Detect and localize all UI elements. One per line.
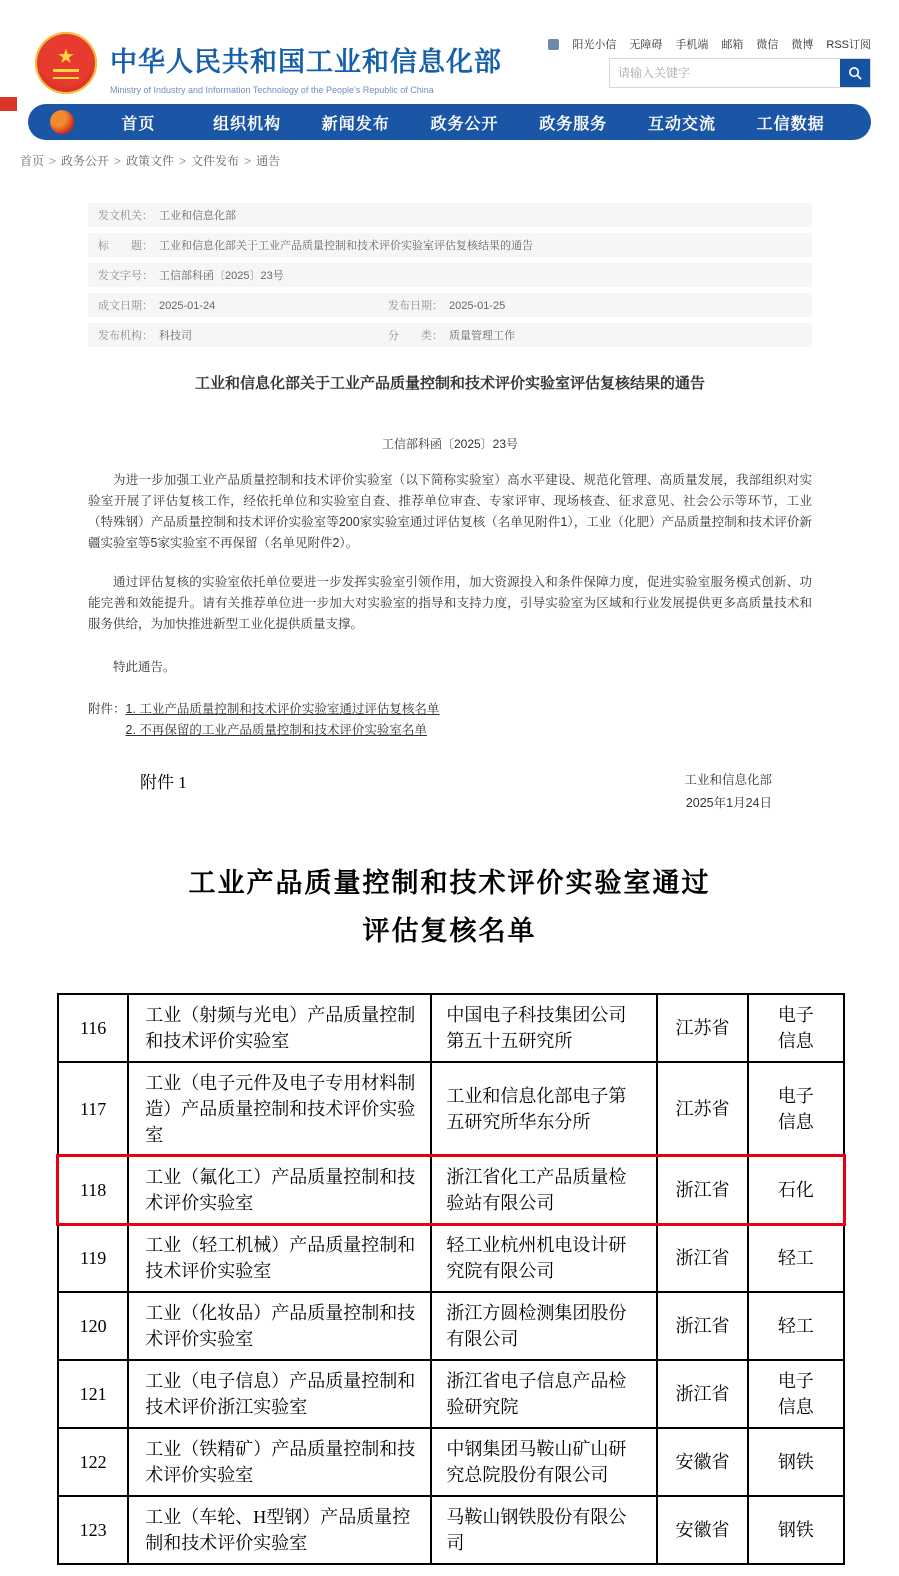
search-bar — [609, 58, 871, 88]
meta-value: 工业和信息化部关于工业产品质量控制和技术评价实验室评估复核结果的通告 — [159, 240, 533, 252]
meta-label: 成文日期： — [98, 300, 153, 312]
top-link-4[interactable]: 邮箱 — [721, 39, 744, 51]
cell-province: 浙江省 — [657, 1224, 747, 1292]
cell-category: 钢铁 — [748, 1496, 844, 1564]
red-accent-chip — [0, 97, 17, 111]
meta-label: 发文机关： — [98, 210, 153, 222]
table-row-117 — [58, 1062, 844, 1156]
top-link-6[interactable]: 微博 — [791, 39, 814, 51]
attachment-link-2[interactable]: 2. 不再保留的工业产品质量控制和技术评价实验室名单 — [125, 723, 427, 737]
table-row-116 — [58, 994, 844, 1062]
meta-label: 发布日期： — [388, 300, 443, 312]
breadcrumb-item-2[interactable]: 政务公开 — [61, 154, 110, 168]
meta-row-5 — [88, 323, 812, 347]
cell-province: 安徽省 — [657, 1496, 747, 1564]
meta-value: 2025-01-25 — [449, 300, 506, 312]
cell-lab-name: 工业（射频与光电）产品质量控制和技术评价实验室 — [128, 994, 431, 1062]
cell-province: 浙江省 — [657, 1292, 747, 1360]
site-header — [0, 0, 899, 100]
closing-line: 特此通告。 — [113, 660, 176, 674]
attachments-list — [126, 699, 440, 741]
cell-category: 钢铁 — [748, 1428, 844, 1496]
nav-item-7[interactable]: 工信数据 — [756, 115, 825, 133]
top-links — [548, 36, 871, 52]
top-link-7[interactable]: RSS订阅 — [826, 39, 871, 51]
meta-value: 工信部科函〔2025〕23号 — [159, 270, 284, 282]
cell-province: 浙江省 — [657, 1360, 747, 1428]
attachment-heading: 附件 1 — [140, 773, 187, 792]
cell-number: 117 — [58, 1062, 128, 1156]
breadcrumb-separator: > — [244, 154, 252, 168]
top-link-3[interactable]: 手机端 — [675, 39, 709, 51]
cell-organization: 浙江方圆检测集团股份有限公司 — [431, 1292, 657, 1360]
cell-number: 120 — [58, 1292, 128, 1360]
article-paragraph-1: 为进一步加强工业产品质量控制和技术评价实验室（以下简称实验室）高水平建设、规范化管理、高质量发展，我部组织对实验室开展了评估复核工作，经依托单位和实验室自查、推荐单位审查、专家评审、现场核查、征求意见、社会公示等环节，工业（特殊钢）产品质量控制和技术评价实验室等200家实验室通过评估复核（名单见附件1），工业（化肥）产品质量控制和技术评价新疆实验室等5家实验室不再保留（名单见附件2）。 — [88, 473, 812, 550]
breadcrumb-item-1[interactable]: 首页 — [20, 154, 45, 168]
cell-category: 轻工 — [748, 1292, 844, 1360]
cell-number: 119 — [58, 1224, 128, 1292]
nav-items — [84, 111, 845, 134]
attachments-label: 附件： — [88, 702, 126, 716]
cell-organization: 中钢集团马鞍山矿山研究总院股份有限公司 — [431, 1428, 657, 1496]
table-row-120 — [58, 1292, 844, 1360]
breadcrumb — [20, 152, 280, 169]
cell-category: 电子信息 — [748, 1360, 844, 1428]
attachment-table-body — [58, 994, 844, 1564]
meta-value: 科技司 — [159, 330, 192, 342]
nav-item-4[interactable]: 政务公开 — [430, 115, 499, 133]
lab-list-table — [57, 993, 845, 1565]
attachment-1-document — [0, 768, 899, 1553]
attachment-link-1[interactable]: 1. 工业产品质量控制和技术评价实验室通过评估复核名单 — [125, 702, 440, 716]
top-link-5[interactable]: 微信 — [756, 39, 779, 51]
site-subtitle: Ministry of Industry and Information Technology of the People's Republic of China — [110, 85, 434, 95]
search-button[interactable] — [840, 59, 870, 87]
table-row-118 — [58, 1156, 844, 1224]
table-row-122 — [58, 1428, 844, 1496]
cell-organization: 轻工业杭州机电设计研究院有限公司 — [431, 1224, 657, 1292]
sign-date: 2025年1月24日 — [685, 796, 772, 810]
top-link-2[interactable]: 无障碍 — [629, 39, 663, 51]
chatbot-icon — [548, 39, 559, 50]
cell-province: 江苏省 — [657, 994, 747, 1062]
breadcrumb-item-3[interactable]: 政策文件 — [126, 154, 175, 168]
cell-organization: 中国电子科技集团公司第五十五研究所 — [431, 994, 657, 1062]
article-paragraph-2: 通过评估复核的实验室依托单位要进一步发挥实验室引领作用，加大资源投入和条件保障力度，促进实验室服务模式创新、功能完善和效能提升。请有关推荐单位进一步加大对实验室的指导和支持力度，引导实验室为区域和行业发展提供更多高质量技术和服务供给，为加快推进新型工业化提供质量支撑。 — [88, 575, 812, 631]
search-input[interactable] — [610, 59, 840, 87]
meta-label: 分 类： — [388, 330, 443, 342]
miit-logo-icon — [50, 110, 74, 134]
meta-row-3 — [88, 263, 812, 287]
breadcrumb-separator: > — [49, 154, 57, 168]
cell-organization: 工业和信息化部电子第五研究所华东分所 — [431, 1062, 657, 1156]
breadcrumb-item-4[interactable]: 文件发布 — [191, 154, 240, 168]
cell-organization: 马鞍山钢铁股份有限公司 — [431, 1496, 657, 1564]
table-row-121 — [58, 1360, 844, 1428]
document-area — [88, 203, 812, 815]
meta-value: 工业和信息化部 — [159, 210, 236, 222]
table-row-123 — [58, 1496, 844, 1564]
meta-pair2 — [388, 297, 505, 313]
meta-row-2 — [88, 233, 812, 257]
cell-province: 浙江省 — [657, 1156, 747, 1224]
cell-province: 江苏省 — [657, 1062, 747, 1156]
nav-item-3[interactable]: 新闻发布 — [321, 115, 390, 133]
cell-lab-name: 工业（电子元件及电子专用材料制造）产品质量控制和技术评价实验室 — [128, 1062, 431, 1156]
nav-item-1[interactable]: 首页 — [121, 115, 156, 133]
nav-item-5[interactable]: 政务服务 — [539, 115, 608, 133]
meta-label: 标 题： — [98, 240, 153, 252]
breadcrumb-separator: > — [179, 154, 187, 168]
cell-lab-name: 工业（氟化工）产品质量控制和技术评价实验室 — [128, 1156, 431, 1224]
cell-lab-name: 工业（电子信息）产品质量控制和技术评价浙江实验室 — [128, 1360, 431, 1428]
breadcrumb-separator: > — [114, 154, 122, 168]
emblem-gate-icon — [53, 69, 79, 79]
main-nav — [28, 104, 871, 140]
attachment-title-line1: 工业产品质量控制和技术评价实验室通过 — [188, 868, 711, 898]
cell-organization: 浙江省化工产品质量检验站有限公司 — [431, 1156, 657, 1224]
cell-number: 121 — [58, 1360, 128, 1428]
cell-number: 116 — [58, 994, 128, 1062]
cell-lab-name: 工业（铁精矿）产品质量控制和技术评价实验室 — [128, 1428, 431, 1496]
cell-lab-name: 工业（化妆品）产品质量控制和技术评价实验室 — [128, 1292, 431, 1360]
nav-item-2[interactable]: 组织机构 — [213, 115, 282, 133]
meta-table — [88, 203, 812, 347]
article-body — [88, 470, 812, 635]
meta-row-1 — [88, 203, 812, 227]
cell-category: 电子信息 — [748, 1062, 844, 1156]
meta-pair2 — [388, 327, 515, 343]
cell-category: 电子信息 — [748, 994, 844, 1062]
doc-number: 工信部科函〔2025〕23号 — [381, 437, 519, 451]
meta-value: 2025-01-24 — [159, 300, 216, 312]
meta-value: 质量管理工作 — [449, 330, 515, 342]
cell-lab-name: 工业（车轮、H型钢）产品质量控制和技术评价实验室 — [128, 1496, 431, 1564]
meta-label: 发布机构： — [98, 330, 153, 342]
cell-category: 石化 — [748, 1156, 844, 1224]
meta-row-4 — [88, 293, 812, 317]
cell-number: 118 — [58, 1156, 128, 1224]
attachment-title-line2: 评估复核名单 — [362, 916, 537, 946]
attachment-title — [0, 859, 899, 955]
nav-item-6[interactable]: 互动交流 — [647, 115, 716, 133]
top-link-1[interactable]: 阳光小信 — [572, 39, 617, 51]
cell-province: 安徽省 — [657, 1428, 747, 1496]
table-row-119 — [58, 1224, 844, 1292]
article-title: 工业和信息化部关于工业产品质量控制和技术评价实验室评估复核结果的通告 — [194, 375, 705, 392]
emblem-star-icon: ★ — [57, 45, 75, 68]
breadcrumb-item-5[interactable]: 通告 — [256, 154, 281, 168]
cell-organization: 浙江省电子信息产品检验研究院 — [431, 1360, 657, 1428]
meta-label: 发文字号： — [98, 270, 153, 282]
national-emblem-logo — [35, 32, 97, 94]
signer: 工业和信息化部 — [684, 773, 772, 787]
cell-number: 122 — [58, 1428, 128, 1496]
attachments-block — [88, 699, 812, 741]
cell-number: 123 — [58, 1496, 128, 1564]
site-title: 中华人民共和国工业和信息化部 — [110, 47, 502, 77]
cell-category: 轻工 — [748, 1224, 844, 1292]
search-icon — [848, 66, 863, 81]
cell-lab-name: 工业（轻工机械）产品质量控制和技术评价实验室 — [128, 1224, 431, 1292]
